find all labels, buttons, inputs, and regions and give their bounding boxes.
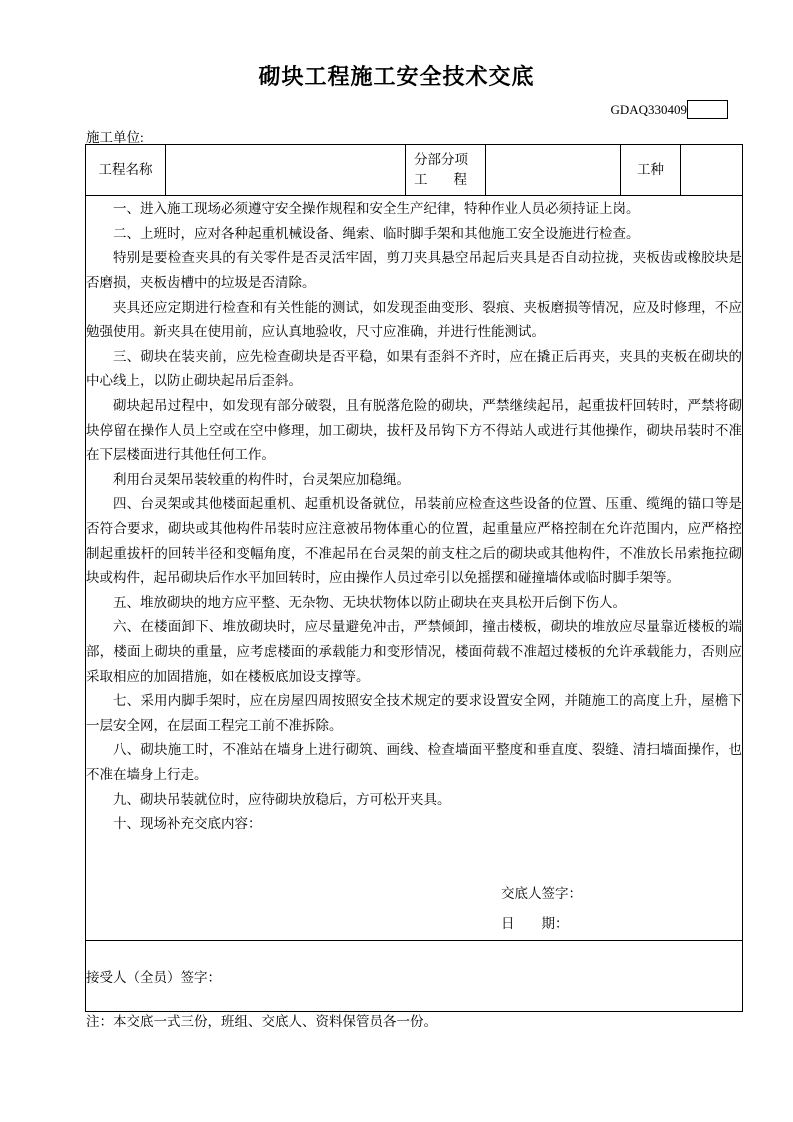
receiver-signature-cell[interactable]: [86, 941, 743, 1012]
subitem-label: [406, 145, 486, 196]
form-code-box[interactable]: [687, 100, 728, 119]
table-row-content: [86, 196, 743, 941]
content-paragraph: 一、进入施工现场必须遵守安全操作规程和安全生产纪律，特种作业人员必须持证上岗。: [113, 201, 640, 217]
page-title: 砌块工程施工安全技术交底: [258, 65, 535, 90]
subitem-input[interactable]: [486, 145, 621, 196]
content-paragraph: 特别是要检查夹具的有关零件是否灵活牢固，剪刀夹具悬空吊起后夹具是否自动拉拢，夹板齿或橡胶块是否磨损，夹板齿槽中的垃圾是否清除。: [86, 250, 742, 291]
content-paragraph: 八、砌块施工时，不准站在墙身上进行砌筑、画线、检查墙面平整度和垂直度、裂缝、清扫墙面操作，也不准在墙身上行走。: [86, 742, 742, 782]
presenter-signature-label[interactable]: 交底人签字：: [501, 885, 582, 901]
content-cell: [86, 196, 743, 941]
form-code-text: GDAQ330409: [610, 102, 687, 117]
content-paragraph: 三、砌块在装夹前，应先检查砌块是否平稳，如果有歪斜不齐时，应在撬正后再夹，夹具的夹板在砌块的中心线上，以防止砌块起吊后歪斜。: [86, 348, 742, 389]
content-paragraph: 五、堆放砌块的地方应平整、无杂物、无块状物体以防止砌块在夹具松开后倒下伤人。: [113, 594, 626, 610]
subitem-label-line2-a: 工: [414, 172, 428, 187]
project-name-input[interactable]: [166, 145, 406, 196]
content-paragraph: 九、砌块吊装就位时，应待砌块放稳后，方可松开夹具。: [113, 791, 451, 807]
content-paragraph: 七、采用内脚手架时，应在房屋四周按照安全技术规定的要求设置安全网，并随施工的高度上升，屋檐下一层安全网，在层面工程完工前不准拆除。: [86, 693, 742, 733]
table-row-header: [86, 145, 743, 196]
content-paragraph: 六、在楼面卸下、堆放砌块时，应尽量避免冲击，严禁倾卸，撞击楼板，砌块的堆放应尽量靠近楼板的端部，楼面上砌块的重量，应考虑楼面的承载能力和变形情况，楼面荷载不准超过楼板的允许承载能力，否则应采取相应的加固措施，如在楼板底加设支撑等。: [86, 619, 742, 684]
content-paragraph: 十、现场补充交底内容：: [113, 816, 262, 832]
form-code-row: [0, 100, 728, 120]
subitem-label-line2-b: 程: [453, 172, 467, 187]
content-paragraph: 砌块起吊过程中，如发现有部分破裂，且有脱落危险的砌块，严禁继续起吊，起重拔杆回转时，严禁将砌块停留在操作人员上空或在空中修理，加工砌块，拔杆及吊钩下方不得站人或进行其他操作，砌块吊装时不准在下层楼面进行其他任何工作。: [86, 398, 742, 463]
content-paragraph: 四、台灵架或其他楼面起重机、起重机设备就位，吊装前应检查这些设备的位置、压重、缆绳的锚口等是否符合要求，砌块或其他构件吊装时应注意被吊物体重心的位置，起重量应严格控制在允许范围内，应严格控制起重拔杆的回转半径和变幅角度，不准起吊在台灵架的前支柱之后的砌块或其他构件，不准放长吊索拖拉砌块或构件，起吊砌块后作水平加回转时，应由操作人员过牵引以免摇摆和碰撞墙体或临时脚手架等。: [86, 496, 742, 586]
content-paragraph: 夹具还应定期进行检查和有关性能的测试，如发现歪曲变形、裂痕、夹板磨损等情况，应及时修理，不应勉强使用。新夹具在使用前，应认真地验收，尺寸应准确，并进行性能测试。: [86, 299, 742, 340]
signature-block: [86, 879, 742, 939]
receiver-signature-label: 接受人（全员）签字：: [86, 970, 221, 985]
main-form-table: [85, 144, 743, 1012]
date-label[interactable]: 日 期：: [501, 915, 569, 931]
footer-note: 注：本交底一式三份，班组、交底人、资料保管员各一份。: [86, 1014, 437, 1029]
subitem-label-line1: 分部分项: [414, 152, 468, 167]
construction-unit-label: 施工单位:: [86, 130, 144, 145]
content-paragraph: 利用台灵架吊装较重的构件时，台灵架应加稳绳。: [113, 471, 410, 487]
subitem-label-line2: [412, 170, 479, 190]
content-paragraph: 二、上班时，应对各种起重机械设备、绳索、临时脚手架和其他施工安全设施进行检查。: [113, 225, 640, 241]
worktype-label: 工种: [621, 145, 681, 196]
worktype-input[interactable]: [681, 145, 743, 196]
table-row-receiver: [86, 941, 743, 1012]
project-name-label: 工程名称: [86, 145, 166, 196]
